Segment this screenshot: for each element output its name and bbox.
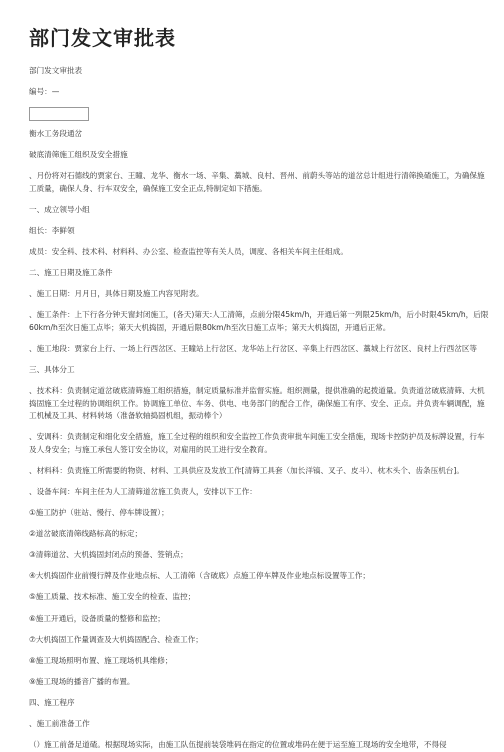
list-item: ④大机捣固作业前慢行牌及作业地点标、人工清筛（含破底）点施工停车牌及作业地点标设置等工作；: [29, 571, 370, 581]
paragraph: 成员：安全科、技术科、材料科、办公室、检查监控等有关人员，调度、各相关车间主任组成。: [29, 247, 348, 257]
list-item: ⑧施工现场照明布置、施工现场机具维修；: [29, 655, 173, 665]
list-item: ③清筛道岔、大机捣固封闭点的预备、签销点；: [29, 550, 188, 560]
paragraph: 、安调科：负责制定和细化安全措施，施工全过程的组织和安全监控工作负责审批车间施工安全措施，现场卡控防护员及标牌设置，行车及人身安全；与施工承包人签订安全协议，对雇用的民工进行安全教育。: [29, 432, 485, 454]
paragraph: 、设备车间：车间主任为人工清筛道岔施工负责人，安排以下工作：: [29, 487, 257, 496]
section-heading: 四、施工程序: [29, 697, 75, 707]
list-item: ⑨施工现场的播音广播的布置。: [29, 676, 135, 686]
paragraph: 、月份将对石德线的贾家台、王瞳、龙华、衡水一场、辛集、藁城、良村、晋州、前蔚头等站的道岔总计组进行清筛换碴施工，为确保施工质量，确保人身、行车双安全，确保施工安全正点,特制定如下措施。: [29, 171, 485, 193]
list-item: ⑦大机捣固工作量调查及大机捣固配合、检查工作；: [29, 634, 203, 644]
list-item: ①施工防护（驻站、慢行、停车牌设置）；: [29, 508, 169, 518]
paragraph: 、施工前准备工作: [29, 719, 90, 729]
section-heading: 三、具体分工: [29, 365, 75, 375]
paragraph: 、施工条件：上下行各分钟天窗封闭施工，(各天)第天:人工清筛，点前分限45km/h，开通后第一列限25km/h，后小时限45km/h，后限60km/h至次日施工点毕；第天大机捣固，开通后限80km/h至次日施工点毕；第天大机捣固，开通后正常。: [29, 310, 489, 332]
page-title: 部门发文审批表: [29, 26, 176, 50]
document-topic: 破底清筛施工组织及安全措施: [29, 150, 128, 160]
paragraph: 、施工地段：贾家台上行、一场上行西岔区、王瞳站上行岔区、龙华站上行岔区、辛集上行西岔区、藁城上行岔区、良村上行西岔区等: [29, 344, 478, 354]
list-item: ⑥施工开通后，设备质量的整修和监控；: [29, 613, 165, 623]
paragraph: 组长：李鲜领: [29, 226, 75, 236]
section-heading: 二、施工日期及施工条件: [29, 268, 113, 278]
paragraph: 、技术科：负责制定道岔破底清筛施工组织措施，制定质量标准并监督实施。组织测量，提供准确的起拨道量。负责道岔破底清筛、大机捣固施工全过程的协调组织工作。协调施工单位、车务、供电、电务部门的配合工作，确保施工有序、安全、正点。并负责车辆调配，施工机械及工具、材料转场（准备软轴捣固机组，振动棒个）: [29, 386, 485, 421]
list-item: ⑤施工质量、技术标准、施工安全的检查、监控；: [29, 592, 196, 602]
paragraph: 、材料科：负责施工所需要的物资、材料、工具供应及发放工作[清筛工具套（加长洋镐、叉子、皮斗）、枕木头个、齿条压机台]。: [29, 465, 464, 475]
serial-number: 编号：—: [29, 87, 60, 97]
paragraph: 、施工日期：月月日，具体日期及施工内容见附表。: [29, 289, 204, 299]
list-item: ②道岔破底清筛线路标高的标定；: [29, 529, 143, 539]
paragraph: （）施工前备足道碴。根据现场实际，由施工队伍提前装袋堆码在指定的位置或堆码在便于运至施工现场的安全地带，不得侵: [29, 740, 447, 750]
department-name: 衡水工务段通岔: [29, 129, 83, 139]
blank-field-box: [29, 107, 89, 121]
document-subtitle: 部门发文审批表: [29, 66, 83, 75]
section-heading: 一、成立领导小组: [29, 204, 90, 214]
